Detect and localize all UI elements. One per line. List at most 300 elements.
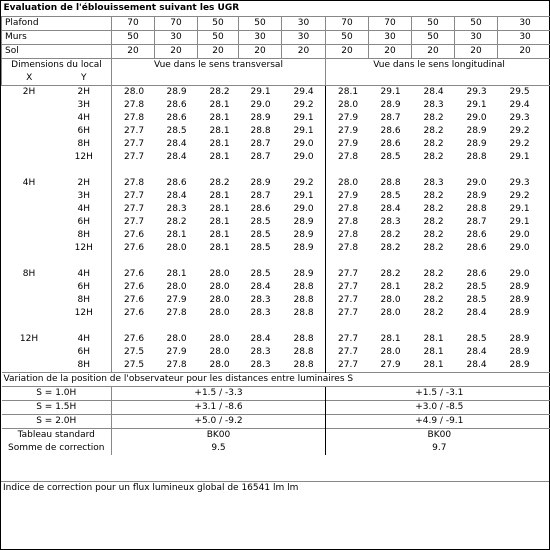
transverse-value: 28.3 — [250, 360, 271, 370]
ugr-table — [1, 1, 550, 455]
data-row — [2, 99, 550, 112]
transverse-value: 27.7 — [112, 190, 155, 203]
transverse-value: 28.8 — [293, 334, 314, 344]
header-value: 30 — [498, 31, 550, 45]
header-value: 50 — [239, 17, 282, 31]
gap-cell — [326, 255, 550, 268]
header-value: 50 — [412, 17, 455, 31]
longitudinal-value: 27.7 — [326, 281, 369, 294]
transverse-value: 28.3 — [250, 347, 271, 357]
transverse-value: 28.2 — [209, 178, 230, 188]
longitudinal-value: 28.7 — [466, 217, 487, 227]
longitudinal-value: 28.2 — [423, 308, 444, 318]
longitudinal-value: 28.4 — [380, 204, 401, 214]
longitudinal-value: 28.9 — [466, 126, 487, 136]
longitudinal-variation: +1.5 / -3.1 — [326, 387, 550, 401]
y-dimension: 6H — [77, 126, 90, 136]
data-row — [2, 359, 550, 373]
longitudinal-value: 28.1 — [380, 334, 401, 344]
transverse-value: 27.8 — [112, 99, 155, 112]
x-dimension — [2, 112, 57, 125]
transverse-value: 27.6 — [112, 307, 155, 320]
standard-longitudinal: BK00 — [326, 429, 550, 443]
longitudinal-variation: +4.9 / -9.1 — [326, 415, 550, 429]
x-dimension: 4H — [22, 178, 36, 188]
header-value: 30 — [455, 31, 498, 45]
transverse-value: 27.8 — [166, 360, 187, 370]
header-value: 70 — [155, 17, 198, 31]
longitudinal-value: 27.7 — [326, 333, 369, 346]
data-row — [2, 333, 550, 346]
longitudinal-value: 29.3 — [509, 178, 530, 188]
correction-row — [2, 442, 550, 455]
transverse-value: 27.7 — [112, 203, 155, 216]
x-dimension — [2, 359, 57, 373]
transverse-value: 28.3 — [166, 204, 187, 214]
longitudinal-value: 28.2 — [380, 269, 401, 279]
correction-label: Somme de correction — [8, 443, 105, 453]
longitudinal-value: 27.9 — [326, 112, 369, 125]
longitudinal-value: 28.1 — [423, 334, 444, 344]
transverse-value: 27.8 — [112, 112, 155, 125]
longitudinal-value: 28.2 — [423, 295, 444, 305]
transverse-value: 29.0 — [293, 152, 314, 162]
longitudinal-value: 27.8 — [326, 216, 369, 229]
transverse-value: 28.2 — [209, 87, 230, 97]
transverse-value: 29.0 — [293, 139, 314, 149]
longitudinal-value: 28.6 — [466, 269, 487, 279]
data-row — [2, 346, 550, 359]
transverse-value: 28.1 — [209, 113, 230, 123]
header-value: 20 — [239, 45, 282, 59]
y-dimension: 2H — [77, 178, 90, 188]
data-row — [2, 203, 550, 216]
longitudinal-value: 28.8 — [466, 204, 487, 214]
longitudinal-value: 29.1 — [509, 152, 530, 162]
y-dimension: 12H — [74, 243, 93, 253]
longitudinal-value: 28.5 — [466, 282, 487, 292]
longitudinal-value: 28.2 — [423, 126, 444, 136]
data-row — [2, 125, 550, 138]
longitudinal-value: 29.2 — [509, 191, 530, 201]
transverse-value: 28.0 — [209, 360, 230, 370]
transverse-variation: +5.0 / -9.2 — [112, 415, 326, 429]
longitudinal-value: 28.9 — [509, 308, 530, 318]
y-dimension: 4H — [77, 269, 90, 279]
longitudinal-value: 28.5 — [380, 152, 401, 162]
transverse-value: 27.7 — [112, 216, 155, 229]
transverse-value: 28.5 — [250, 230, 271, 240]
longitudinal-value: 28.1 — [326, 86, 369, 100]
spacing-label: S = 1.0H — [2, 387, 112, 401]
longitudinal-value: 28.5 — [466, 295, 487, 305]
variation-row — [2, 415, 550, 429]
header-value: 70 — [112, 17, 155, 31]
spacing-label: S = 2.0H — [2, 415, 112, 429]
header-value: 30 — [239, 31, 282, 45]
transverse-value: 28.0 — [209, 282, 230, 292]
longitudinal-value: 27.8 — [326, 229, 369, 242]
gap-cell — [2, 255, 112, 268]
gap-cell — [2, 320, 112, 333]
transverse-value: 28.1 — [209, 139, 230, 149]
longitudinal-value: 27.7 — [326, 307, 369, 320]
transverse-value: 28.8 — [293, 282, 314, 292]
header-value: 20 — [112, 45, 155, 59]
transverse-value: 27.6 — [112, 229, 155, 242]
longitudinal-value: 28.9 — [466, 191, 487, 201]
longitudinal-value: 28.8 — [380, 178, 401, 188]
longitudinal-value: 28.2 — [380, 243, 401, 253]
longitudinal-value: 28.9 — [466, 139, 487, 149]
longitudinal-value: 28.1 — [423, 347, 444, 357]
x-dimension: 2H — [22, 87, 36, 97]
header-value: 50 — [326, 31, 369, 45]
transverse-value: 28.1 — [209, 243, 230, 253]
longitudinal-value: 28.4 — [466, 360, 487, 370]
transverse-value: 29.1 — [293, 126, 314, 136]
transverse-value: 29.0 — [293, 204, 314, 214]
longitudinal-value: 28.2 — [423, 152, 444, 162]
header-value: 20 — [326, 45, 369, 59]
longitudinal-value: 28.0 — [380, 308, 401, 318]
longitudinal-value: 28.8 — [466, 152, 487, 162]
transverse-value: 29.2 — [293, 100, 314, 110]
y-dimension: 3H — [77, 191, 90, 201]
longitudinal-value: 28.2 — [423, 217, 444, 227]
y-dimension: 12H — [74, 308, 93, 318]
header-value: 30 — [282, 31, 326, 45]
longitudinal-value: 28.1 — [380, 282, 401, 292]
transverse-value: 28.5 — [250, 269, 271, 279]
gap-cell — [326, 164, 550, 177]
header-row-label: Plafond — [2, 17, 112, 31]
longitudinal-value: 27.8 — [326, 242, 369, 255]
longitudinal-value: 28.5 — [380, 191, 401, 201]
x-dimension — [2, 346, 57, 359]
header-value: 50 — [412, 31, 455, 45]
transverse-value: 28.5 — [250, 217, 271, 227]
variation-label: Variation de la position de l'observateur pour les distances entre luminaires S — [2, 373, 550, 387]
header-value: 20 — [498, 45, 550, 59]
data-row — [2, 177, 550, 190]
transverse-value: 28.0 — [166, 243, 187, 253]
gap-cell — [112, 320, 326, 333]
header-value: 20 — [412, 45, 455, 59]
variation-label-row — [2, 373, 550, 387]
longitudinal-value: 29.2 — [509, 139, 530, 149]
transverse-value: 28.1 — [209, 204, 230, 214]
x-dimension — [2, 281, 57, 294]
data-row — [2, 112, 550, 125]
longitudinal-value: 29.4 — [509, 100, 530, 110]
transverse-value: 28.0 — [209, 334, 230, 344]
transverse-value: 28.4 — [250, 334, 271, 344]
transverse-value: 28.1 — [209, 191, 230, 201]
longitudinal-value: 28.9 — [509, 282, 530, 292]
header-value: 50 — [198, 17, 239, 31]
transverse-value: 28.1 — [209, 230, 230, 240]
transverse-value: 28.8 — [250, 126, 271, 136]
group-gap — [2, 164, 550, 177]
longitudinal-value: 28.6 — [380, 139, 401, 149]
header-value: 50 — [455, 17, 498, 31]
longitudinal-value: 28.2 — [423, 282, 444, 292]
header-value: 20 — [455, 45, 498, 59]
longitudinal-value: 28.2 — [423, 204, 444, 214]
data-row — [2, 242, 550, 255]
page-title: Evaluation de l'éblouissement suivant les UGR — [2, 1, 550, 17]
header-value: 30 — [369, 31, 412, 45]
y-dimension: 4H — [77, 334, 90, 344]
data-row — [2, 307, 550, 320]
transverse-value: 29.1 — [293, 191, 314, 201]
correction-longitudinal: 9.7 — [326, 442, 550, 455]
y-dimension: 8H — [77, 360, 90, 370]
transverse-value: 28.6 — [166, 178, 187, 188]
transverse-value: 28.9 — [293, 243, 314, 253]
longitudinal-value: 28.4 — [466, 308, 487, 318]
longitudinal-value: 27.7 — [326, 268, 369, 281]
longitudinal-value: 28.9 — [509, 360, 530, 370]
longitudinal-value: 28.7 — [380, 113, 401, 123]
group-gap — [2, 320, 550, 333]
transverse-value: 29.4 — [293, 87, 314, 97]
header-value: 50 — [112, 31, 155, 45]
transverse-value: 27.7 — [112, 138, 155, 151]
header-row-label: Murs — [2, 31, 112, 45]
gap-cell — [326, 320, 550, 333]
header-row — [2, 17, 550, 31]
data-row — [2, 268, 550, 281]
transverse-value: 27.6 — [112, 268, 155, 281]
longitudinal-value: 29.1 — [380, 87, 401, 97]
longitudinal-value: 28.2 — [380, 230, 401, 240]
transverse-value: 28.1 — [209, 152, 230, 162]
header-row — [2, 45, 550, 59]
header-value: 30 — [498, 17, 550, 31]
longitudinal-value: 27.7 — [326, 346, 369, 359]
longitudinal-value: 28.2 — [423, 139, 444, 149]
transverse-value: 29.1 — [293, 113, 314, 123]
header-row — [2, 31, 550, 45]
longitudinal-value: 28.1 — [423, 360, 444, 370]
header-row-label: Sol — [2, 45, 112, 59]
longitudinal-value: 28.4 — [466, 347, 487, 357]
group-gap — [2, 255, 550, 268]
longitudinal-value: 28.3 — [380, 217, 401, 227]
transverse-value: 28.4 — [166, 139, 187, 149]
transverse-value: 28.7 — [250, 152, 271, 162]
data-row — [2, 216, 550, 229]
longitudinal-value: 27.7 — [326, 359, 369, 373]
y-dimension: 8H — [77, 230, 90, 240]
transverse-value: 28.8 — [293, 360, 314, 370]
transverse-value: 28.1 — [209, 217, 230, 227]
variation-row — [2, 387, 550, 401]
transverse-value: 28.7 — [250, 191, 271, 201]
longitudinal-value: 27.8 — [326, 203, 369, 216]
transverse-value: 28.0 — [112, 86, 155, 100]
transverse-value: 28.0 — [166, 334, 187, 344]
header-value: 20 — [282, 45, 326, 59]
longitudinal-value: 28.0 — [380, 295, 401, 305]
longitudinal-value: 28.9 — [509, 295, 530, 305]
transverse-value: 27.8 — [112, 177, 155, 190]
longitudinal-value: 28.0 — [380, 347, 401, 357]
longitudinal-spacer — [326, 72, 550, 86]
transverse-value: 28.9 — [250, 178, 271, 188]
x-dimension — [2, 151, 57, 164]
transverse-value: 27.8 — [166, 308, 187, 318]
transverse-value: 28.0 — [209, 347, 230, 357]
y-dimension: 8H — [77, 139, 90, 149]
variation-row — [2, 401, 550, 415]
data-row — [2, 138, 550, 151]
transverse-spacer — [112, 72, 326, 86]
gap-cell — [112, 255, 326, 268]
y-dimension: 2H — [77, 87, 90, 97]
longitudinal-value: 28.2 — [423, 269, 444, 279]
transverse-value: 28.9 — [250, 113, 271, 123]
transverse-value: 28.6 — [166, 113, 187, 123]
transverse-value: 27.9 — [166, 347, 187, 357]
transverse-value: 28.2 — [166, 217, 187, 227]
gap-cell — [112, 164, 326, 177]
x-label: X — [2, 72, 57, 86]
transverse-value: 29.1 — [250, 87, 271, 97]
longitudinal-value: 28.3 — [423, 100, 444, 110]
longitudinal-value: 28.3 — [423, 178, 444, 188]
data-row — [2, 229, 550, 242]
transverse-value: 28.0 — [209, 308, 230, 318]
transverse-value: 27.6 — [112, 281, 155, 294]
header-value: 20 — [198, 45, 239, 59]
longitudinal-value: 28.6 — [380, 126, 401, 136]
transverse-value: 27.6 — [112, 242, 155, 255]
transverse-value: 28.6 — [166, 100, 187, 110]
transverse-value: 28.6 — [250, 204, 271, 214]
transverse-value: 28.0 — [166, 282, 187, 292]
longitudinal-value: 27.9 — [326, 190, 369, 203]
longitudinal-value: 28.0 — [326, 177, 369, 190]
longitudinal-value: 29.0 — [509, 243, 530, 253]
longitudinal-value: 29.1 — [509, 204, 530, 214]
transverse-value: 27.9 — [166, 295, 187, 305]
y-dimension: 6H — [77, 347, 90, 357]
x-dimension — [2, 190, 57, 203]
longitudinal-value: 28.5 — [466, 334, 487, 344]
longitudinal-variation: +3.0 / -8.5 — [326, 401, 550, 415]
transverse-value: 27.5 — [112, 359, 155, 373]
transverse-value: 28.5 — [166, 126, 187, 136]
transverse-value: 28.4 — [166, 191, 187, 201]
longitudinal-value: 29.0 — [466, 178, 487, 188]
footnote-area — [1, 481, 549, 549]
longitudinal-value: 29.1 — [509, 217, 530, 227]
spacing-label: S = 1.5H — [2, 401, 112, 415]
transverse-value: 28.8 — [293, 308, 314, 318]
longitudinal-value: 28.4 — [423, 87, 444, 97]
transverse-value: 27.7 — [112, 125, 155, 138]
transverse-value: 28.9 — [293, 230, 314, 240]
header-value: 20 — [155, 45, 198, 59]
xy-row — [2, 72, 550, 86]
footnote-text: Indice de correction pour un flux lumineux global de 16541 lm lm — [3, 483, 299, 493]
correction-transverse: 9.5 — [112, 442, 326, 455]
header-value: 20 — [369, 45, 412, 59]
longitudinal-value: 28.9 — [380, 100, 401, 110]
transverse-value: 27.5 — [112, 346, 155, 359]
data-row — [2, 190, 550, 203]
x-dimension: 12H — [19, 334, 39, 344]
longitudinal-value: 29.0 — [466, 113, 487, 123]
transverse-value: 28.0 — [209, 269, 230, 279]
transverse-value: 28.4 — [250, 282, 271, 292]
longitudinal-value: 28.0 — [326, 99, 369, 112]
x-dimension: 8H — [22, 269, 36, 279]
y-label: Y — [57, 72, 112, 86]
longitudinal-value: 28.2 — [423, 113, 444, 123]
y-dimension: 12H — [74, 152, 93, 162]
longitudinal-value: 28.6 — [466, 230, 487, 240]
transverse-value: 28.0 — [209, 295, 230, 305]
data-row — [2, 86, 550, 100]
transverse-value: 27.6 — [112, 294, 155, 307]
y-dimension: 6H — [77, 282, 90, 292]
transverse-value: 28.5 — [250, 243, 271, 253]
y-dimension: 4H — [77, 113, 90, 123]
dims-row — [2, 59, 550, 73]
header-value: 30 — [282, 17, 326, 31]
transverse-variation: +3.1 / -8.6 — [112, 401, 326, 415]
longitudinal-value: 29.3 — [509, 113, 530, 123]
longitudinal-value: 27.9 — [380, 360, 401, 370]
dims-label: Dimensions du local — [2, 59, 112, 73]
transverse-value: 29.0 — [250, 100, 271, 110]
longitudinal-value: 27.9 — [326, 125, 369, 138]
x-dimension — [2, 242, 57, 255]
y-dimension: 6H — [77, 217, 90, 227]
x-dimension — [2, 294, 57, 307]
transverse-value: 28.8 — [293, 347, 314, 357]
header-value: 70 — [369, 17, 412, 31]
longitudinal-value: 27.9 — [326, 138, 369, 151]
y-dimension: 4H — [77, 204, 90, 214]
y-dimension: 8H — [77, 295, 90, 305]
standard-row — [2, 429, 550, 443]
longitudinal-value: 29.5 — [509, 87, 530, 97]
transverse-label: Vue dans le sens transversal — [112, 59, 326, 73]
transverse-value: 28.1 — [209, 100, 230, 110]
x-dimension — [2, 138, 57, 151]
transverse-value: 28.1 — [209, 126, 230, 136]
data-row — [2, 281, 550, 294]
longitudinal-label: Vue dans le sens longitudinal — [326, 59, 550, 73]
transverse-value: 27.6 — [112, 333, 155, 346]
transverse-value: 27.7 — [112, 151, 155, 164]
longitudinal-value: 27.7 — [326, 294, 369, 307]
y-dimension: 3H — [77, 100, 90, 110]
longitudinal-value: 28.9 — [509, 347, 530, 357]
longitudinal-value: 29.0 — [509, 269, 530, 279]
transverse-value: 28.8 — [293, 295, 314, 305]
longitudinal-value: 28.9 — [509, 334, 530, 344]
x-dimension — [2, 203, 57, 216]
header-value: 50 — [198, 31, 239, 45]
transverse-value: 28.9 — [166, 87, 187, 97]
header-value: 30 — [155, 31, 198, 45]
